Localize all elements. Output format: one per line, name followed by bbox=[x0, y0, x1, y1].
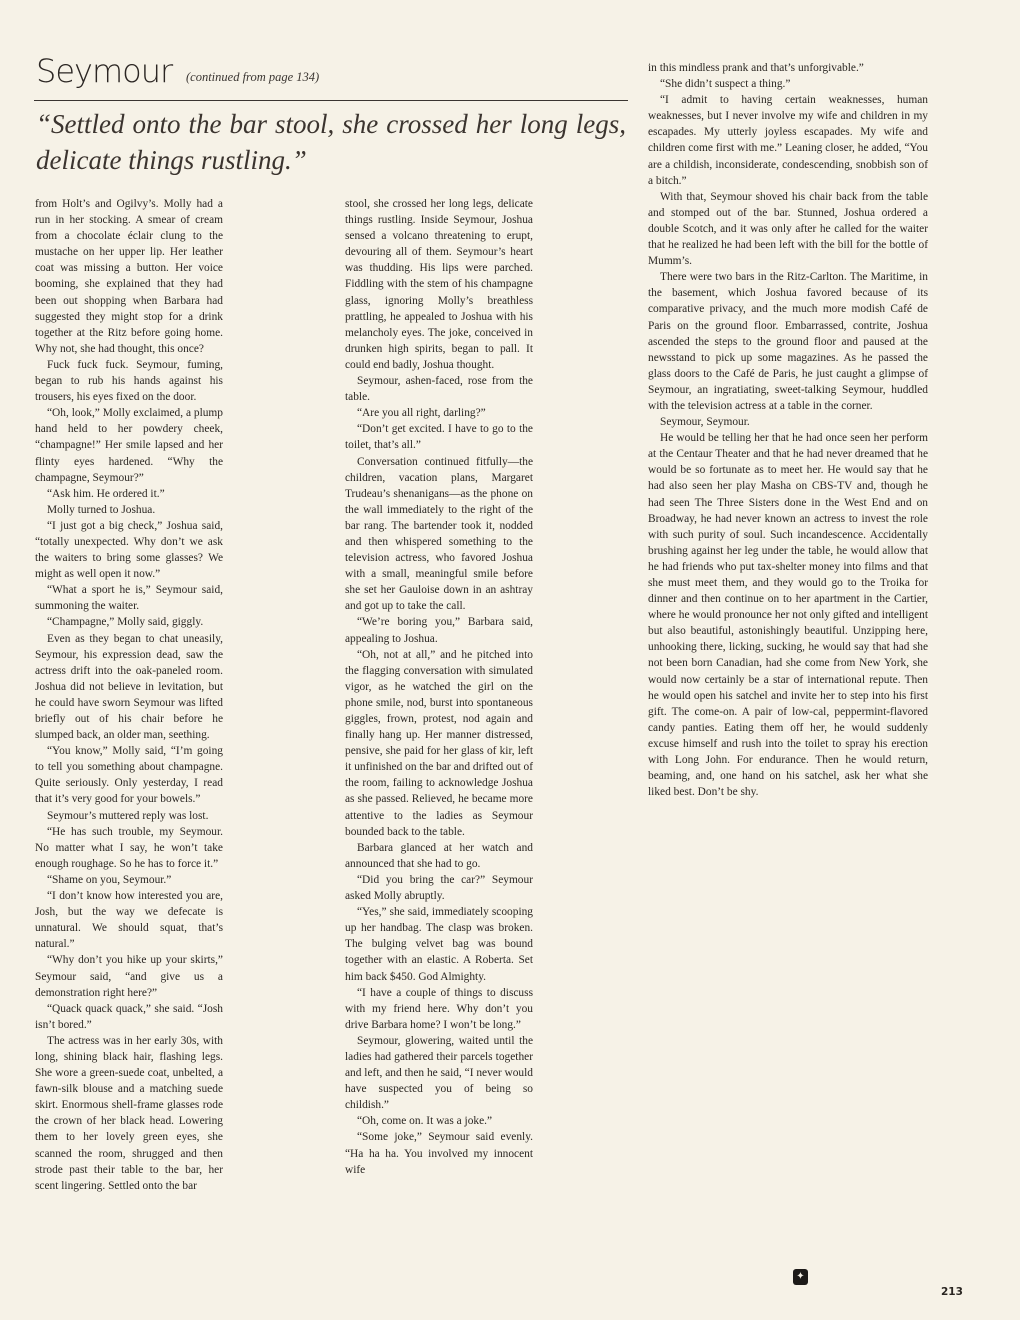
paragraph: “I just got a big check,” Joshua said, “totally unexpected. Why don’t we ask the waiters to bring some glasses? We might as well open it now.” bbox=[35, 519, 223, 581]
paragraph: Seymour’s muttered reply was lost. bbox=[47, 809, 209, 822]
paragraph: “Yes,” she said, immediately scooping up her handbag. The clasp was broken. The bulging velvet bag was bound together with an elastic. A Roberta. Set him back $450. God Almighty. bbox=[345, 906, 533, 983]
paragraph: “I don’t know how interested you are, Josh, but the way we defecate is unnatural. We should squat, that’s natural.” bbox=[35, 890, 223, 951]
paragraph: stool, she crossed her long legs, delicate things rustling. Inside Seymour, Joshua sensed a volcano threatening to erupt, devouring all of them. Seymour’s heart was thudding. His lips were parched. Fiddling with the stem of his champagne glass, ignoring Molly’s breathless prattling, he appealed to Joshua with his melancholy eyes. The joke, conceived in drunken high spirits, began to pall. It could end badly, Joshua thought. bbox=[345, 198, 533, 371]
paragraph: “Are you all right, darling?” bbox=[357, 407, 486, 420]
paragraph: “I admit to having certain weaknesses, human weaknesses, but I never involve my wife and children in my escapades. My utterly joyless escapades. My wife and children come first with me.” Leaning closer, he added, “You are a childish, inconsiderate, condescending, snobbish son of a bitch.” bbox=[648, 94, 928, 187]
paragraph: “He has such trouble, my Seymour. No matter what I say, he won’t take enough roughage. So he has to force it.” bbox=[35, 825, 223, 870]
paragraph: “Don’t get excited. I have to go to the toilet, that’s all.” bbox=[345, 423, 533, 452]
paragraph: Seymour, Seymour. bbox=[660, 416, 750, 429]
paragraph: “Ask him. He ordered it.” bbox=[47, 487, 165, 500]
paragraph: He would be telling her that he had once seen her perform at the Centaur Theater and that he had never dreamed that he would be so fortunate as to meet her. He would say that he had also seen her play Masha on CBS-TV and, though he had seen The Three Sisters done in the West End and on Broadway, he had never known an actress to invest the role with such purity of soul. Such incandescence. Accidentally brushing against her leg under the table, he would allow that he had friends who put tax-shelter money into films and that she must meet them, and they would go to the Troika for dinner and then continue on to her apartment in the Cartier, where he would pronounce her not only gifted and intelligent but also beautiful, astonishingly beautiful. Unzipping here, unhooking there, licking, sucking, he would say that had she not been born Canadian, had she come from New York, she would now certainly be a star of international repute. Then he would open his satchel and invite her to step into his first gift. The come-on. A pair of low-cal, peppermint-flavored candy panties. Eating them off her, he would suddenly excuse himself and rush into the toilet to spray his erection with Long John. For endurance. Then he would return, beaming, and, one hand on his satchel, ask her what she liked best. Don’t be shy. bbox=[648, 432, 928, 799]
paragraph: “Did you bring the car?” Seymour asked Molly abruptly. bbox=[345, 873, 533, 903]
paragraph: “I have a couple of things to discuss with my friend here. Why don’t you drive Barbara home? I won’t be long.” bbox=[345, 986, 533, 1031]
continued-line: (continued from page 134) bbox=[186, 70, 320, 84]
paragraph: With that, Seymour shoved his chair back from the table and stomped out of the bar. Stunned, Joshua ordered a double Scotch, and it was only after he called for the waiter that he realized he had been left with the bill for the bottle of Mumm’s. bbox=[648, 190, 928, 268]
paragraph: from Holt’s and Ogilvy’s. Molly had a run in her stocking. A smear of cream from a chocolate éclair clung to the mustache on her upper lip. Her leather coat was missing a button. Her voice booming, she explained that they had been out shopping when Barbara had suggested they might stop for a drink together at the Ritz before going home. Why not, she had thought, this once? bbox=[35, 198, 223, 355]
paragraph: Molly turned to Joshua. bbox=[47, 503, 156, 516]
paragraph: “Oh, not at all,” and he pitched into the flagging conversation with simulated vigor, as he watched the girl on the phone smile, nod, burst into spontaneous giggles, frown, protest, nod again and finally hang up. Her manner distressed, pensive, she paid for her glass of kir, left it unfinished on the bar and drifted out of the room, failing to acknowledge Joshua as she passed. Relieved, he became more attentive to the ladies as Seymour bounded back to the table. bbox=[345, 648, 533, 838]
paragraph: “What a sport he is,” Seymour said, summoning the waiter. bbox=[35, 584, 223, 613]
pull-quote: “Settled onto the bar stool, she crossed her long legs, delicate things rustling.” bbox=[36, 109, 626, 175]
rabbit-head-icon: ✦ bbox=[793, 1269, 808, 1285]
article-column-2 bbox=[345, 196, 533, 1178]
section-title: Seymour bbox=[36, 52, 173, 90]
paragraph: “She didn’t suspect a thing.” bbox=[660, 78, 791, 91]
paragraph: in this mindless prank and that’s unforgivable.” bbox=[648, 62, 864, 74]
paragraph: “You know,” Molly said, “I’m going to tell you something about champagne. Quite seriously. Only yesterday, I read that it’s very good for your bowels.” bbox=[35, 745, 223, 806]
article-column-1 bbox=[35, 196, 223, 1194]
paragraph: Fuck fuck fuck. Seymour, fuming, began to rub his hands against his trousers, his eyes fixed on the door. bbox=[35, 358, 223, 404]
page-number: 213 bbox=[941, 1286, 963, 1298]
paragraph: “Oh, come on. It was a joke.” bbox=[357, 1115, 493, 1128]
paragraph: Conversation continued fitfully—the children, vacation plans, Margaret Trudeau’s shenanigans—as the phone on the wall immediately to the right of the bar rang. The bartender took it, nodded and then whispered something to the television actress, who favored Joshua with a small, meaningful smile before she set her Gauloise down in an ashtray and got up to take the call. bbox=[345, 455, 533, 613]
header-rule bbox=[34, 100, 628, 101]
paragraph: Barbara glanced at her watch and announced that she had to go. bbox=[345, 841, 533, 870]
paragraph: Seymour, glowering, waited until the ladies had gathered their parcels together and left, and then he said, “I never would have suspected you of being so childish.” bbox=[345, 1034, 533, 1112]
paragraph: “Some joke,” Seymour said evenly. “Ha ha ha. You involved my innocent wife bbox=[345, 1131, 533, 1176]
paragraph: Seymour, ashen-faced, rose from the table. bbox=[345, 375, 533, 404]
paragraph: “Oh, look,” Molly exclaimed, a plump hand held to her powdery cheek, “champagne!” Her smile lapsed and her flinty eyes hardened. “Why the champagne, Seymour?” bbox=[35, 407, 223, 484]
paragraph: The actress was in her early 30s, with long, shining black hair, flashing legs. She wore a green-suede coat, unbelted, a fawn-silk blouse and a matching suede skirt. Enormous shell-frame glasses rode the crown of her black head. Lowering them to her lovely green eyes, she scanned the room, shrugged and then strode past their table to the bar, her scent lingering. Settled onto the bar bbox=[35, 1034, 223, 1192]
paragraph: “Quack quack quack,” she said. “Josh isn’t bored.” bbox=[35, 1002, 223, 1031]
paragraph: “Champagne,” Molly said, giggly. bbox=[47, 616, 204, 629]
paragraph: “Shame on you, Seymour.” bbox=[47, 873, 172, 886]
article-column-3 bbox=[648, 60, 928, 800]
paragraph: There were two bars in the Ritz-Carlton. The Maritime, in the basement, which Joshua favored because of its comparative privacy, and the much more modish Café de Paris on the ground floor. Embarrassed, contrite, Joshua ascended the steps to the ground floor and paused at the newsstand to pick up some magazines. As he passed the glass doors to the Café de Paris, he just caught a glimpse of Seymour, an ingratiating, sweet-talking Seymour, huddled with the television actress at a table in the corner. bbox=[648, 271, 928, 412]
paragraph: “We’re boring you,” Barbara said, appealing to Joshua. bbox=[345, 616, 533, 645]
paragraph: “Why don’t you hike up your skirts,” Seymour said, “and give us a demonstration right here?” bbox=[35, 954, 223, 999]
paragraph: Even as they began to chat uneasily, Seymour, his expression dead, saw the actress drift into the oak-paneled room. Joshua did not believe in levitation, but he could have sworn Seymour was lifted briefly out of his chair before he slumped back, an older man, seething. bbox=[35, 632, 223, 742]
